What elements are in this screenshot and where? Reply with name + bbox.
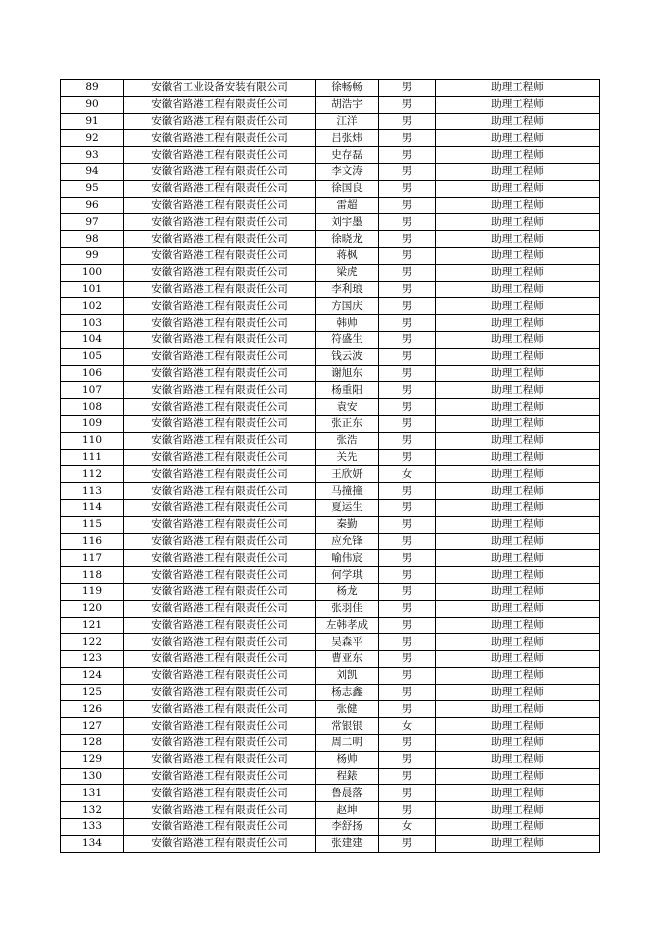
gender-cell: 男 xyxy=(379,382,436,399)
company-cell: 安徽省路港工程有限责任公司 xyxy=(124,567,316,584)
row-number-cell: 122 xyxy=(61,634,124,651)
job-title-cell: 助理工程师 xyxy=(436,449,600,466)
job-title-cell: 助理工程师 xyxy=(436,600,600,617)
person-name-cell: 徐国良 xyxy=(316,180,379,197)
person-name-cell: 喻伟宸 xyxy=(316,550,379,567)
gender-cell: 男 xyxy=(379,516,436,533)
job-title-cell: 助理工程师 xyxy=(436,231,600,248)
job-title-cell: 助理工程师 xyxy=(436,281,600,298)
table-row xyxy=(61,600,600,617)
person-name-cell: 徐畅畅 xyxy=(316,80,379,97)
row-number-cell: 116 xyxy=(61,533,124,550)
person-name-cell: 马撞撞 xyxy=(316,483,379,500)
company-cell: 安徽省路港工程有限责任公司 xyxy=(124,466,316,483)
table-row xyxy=(61,718,600,735)
gender-cell: 男 xyxy=(379,634,436,651)
gender-cell: 男 xyxy=(379,751,436,768)
person-name-cell: 杨帅 xyxy=(316,751,379,768)
table-row xyxy=(61,550,600,567)
job-title-cell: 助理工程师 xyxy=(436,550,600,567)
gender-cell: 男 xyxy=(379,331,436,348)
row-number-cell: 119 xyxy=(61,583,124,600)
row-number-cell: 129 xyxy=(61,751,124,768)
table-row xyxy=(61,298,600,315)
person-name-cell: 钱云波 xyxy=(316,348,379,365)
person-name-cell: 胡浩宇 xyxy=(316,96,379,113)
person-name-cell: 谢旭东 xyxy=(316,365,379,382)
table-row xyxy=(61,701,600,718)
job-title-cell: 助理工程师 xyxy=(436,785,600,802)
table-row xyxy=(61,432,600,449)
row-number-cell: 125 xyxy=(61,684,124,701)
job-title-cell: 助理工程师 xyxy=(436,264,600,281)
job-title-cell: 助理工程师 xyxy=(436,247,600,264)
company-cell: 安徽省路港工程有限责任公司 xyxy=(124,247,316,264)
person-name-cell: 符盛生 xyxy=(316,331,379,348)
job-title-cell: 助理工程师 xyxy=(436,147,600,164)
job-title-cell: 助理工程师 xyxy=(436,483,600,500)
company-cell: 安徽省路港工程有限责任公司 xyxy=(124,516,316,533)
company-cell: 安徽省路港工程有限责任公司 xyxy=(124,684,316,701)
job-title-cell: 助理工程师 xyxy=(436,651,600,668)
person-name-cell: 雷超 xyxy=(316,197,379,214)
person-name-cell: 袁安 xyxy=(316,399,379,416)
company-cell: 安徽省路港工程有限责任公司 xyxy=(124,382,316,399)
table-row xyxy=(61,281,600,298)
job-title-cell: 助理工程师 xyxy=(436,466,600,483)
person-name-cell: 何学琪 xyxy=(316,567,379,584)
table-row xyxy=(61,617,600,634)
row-number-cell: 98 xyxy=(61,231,124,248)
company-cell: 安徽省路港工程有限责任公司 xyxy=(124,214,316,231)
row-number-cell: 96 xyxy=(61,197,124,214)
row-number-cell: 90 xyxy=(61,96,124,113)
row-number-cell: 91 xyxy=(61,113,124,130)
job-title-cell: 助理工程师 xyxy=(436,516,600,533)
row-number-cell: 120 xyxy=(61,600,124,617)
person-name-cell: 应允锋 xyxy=(316,533,379,550)
company-cell: 安徽省路港工程有限责任公司 xyxy=(124,130,316,147)
job-title-cell: 助理工程师 xyxy=(436,819,600,836)
company-cell: 安徽省路港工程有限责任公司 xyxy=(124,432,316,449)
job-title-cell: 助理工程师 xyxy=(436,415,600,432)
person-name-cell: 张羽佳 xyxy=(316,600,379,617)
company-cell: 安徽省路港工程有限责任公司 xyxy=(124,483,316,500)
company-cell: 安徽省路港工程有限责任公司 xyxy=(124,583,316,600)
row-number-cell: 132 xyxy=(61,802,124,819)
table-row xyxy=(61,751,600,768)
gender-cell: 男 xyxy=(379,247,436,264)
person-name-cell: 杨龙 xyxy=(316,583,379,600)
person-name-cell: 赵坤 xyxy=(316,802,379,819)
table-row xyxy=(61,382,600,399)
table-row xyxy=(61,113,600,130)
person-name-cell: 王欣妍 xyxy=(316,466,379,483)
row-number-cell: 112 xyxy=(61,466,124,483)
gender-cell: 男 xyxy=(379,80,436,97)
gender-cell: 男 xyxy=(379,281,436,298)
person-name-cell: 曹亚东 xyxy=(316,651,379,668)
table-row xyxy=(61,214,600,231)
company-cell: 安徽省路港工程有限责任公司 xyxy=(124,835,316,852)
job-title-cell: 助理工程师 xyxy=(436,718,600,735)
table-row xyxy=(61,331,600,348)
person-name-cell: 吕张炜 xyxy=(316,130,379,147)
company-cell: 安徽省路港工程有限责任公司 xyxy=(124,735,316,752)
company-cell: 安徽省路港工程有限责任公司 xyxy=(124,802,316,819)
gender-cell: 男 xyxy=(379,550,436,567)
company-cell: 安徽省路港工程有限责任公司 xyxy=(124,718,316,735)
gender-cell: 男 xyxy=(379,348,436,365)
table-row xyxy=(61,96,600,113)
table-row xyxy=(61,80,600,97)
person-name-cell: 蒋枫 xyxy=(316,247,379,264)
row-number-cell: 115 xyxy=(61,516,124,533)
company-cell: 安徽省路港工程有限责任公司 xyxy=(124,533,316,550)
table-row xyxy=(61,634,600,651)
row-number-cell: 124 xyxy=(61,667,124,684)
row-number-cell: 106 xyxy=(61,365,124,382)
row-number-cell: 128 xyxy=(61,735,124,752)
table-row xyxy=(61,466,600,483)
gender-cell: 男 xyxy=(379,147,436,164)
job-title-cell: 助理工程师 xyxy=(436,701,600,718)
job-title-cell: 助理工程师 xyxy=(436,667,600,684)
company-cell: 安徽省路港工程有限责任公司 xyxy=(124,634,316,651)
person-name-cell: 程錶 xyxy=(316,768,379,785)
person-name-cell: 张浩 xyxy=(316,432,379,449)
company-cell: 安徽省路港工程有限责任公司 xyxy=(124,163,316,180)
gender-cell: 男 xyxy=(379,415,436,432)
person-name-cell: 张正东 xyxy=(316,415,379,432)
table-row xyxy=(61,583,600,600)
company-cell: 安徽省路港工程有限责任公司 xyxy=(124,600,316,617)
gender-cell: 男 xyxy=(379,785,436,802)
person-name-cell: 杨重阳 xyxy=(316,382,379,399)
table-row xyxy=(61,735,600,752)
person-name-cell: 徐晓龙 xyxy=(316,231,379,248)
person-name-cell: 史存磊 xyxy=(316,147,379,164)
person-name-cell: 江洋 xyxy=(316,113,379,130)
company-cell: 安徽省路港工程有限责任公司 xyxy=(124,281,316,298)
job-title-cell: 助理工程师 xyxy=(436,298,600,315)
row-number-cell: 94 xyxy=(61,163,124,180)
job-title-cell: 助理工程师 xyxy=(436,617,600,634)
company-cell: 安徽省路港工程有限责任公司 xyxy=(124,365,316,382)
table-row xyxy=(61,651,600,668)
job-title-cell: 助理工程师 xyxy=(436,751,600,768)
table-row xyxy=(61,533,600,550)
row-number-cell: 111 xyxy=(61,449,124,466)
company-cell: 安徽省路港工程有限责任公司 xyxy=(124,331,316,348)
company-cell: 安徽省路港工程有限责任公司 xyxy=(124,651,316,668)
table-row xyxy=(61,231,600,248)
job-title-cell: 助理工程师 xyxy=(436,567,600,584)
person-name-cell: 张健 xyxy=(316,701,379,718)
company-cell: 安徽省路港工程有限责任公司 xyxy=(124,315,316,332)
table-row xyxy=(61,819,600,836)
gender-cell: 男 xyxy=(379,684,436,701)
gender-cell: 男 xyxy=(379,567,436,584)
gender-cell: 男 xyxy=(379,113,436,130)
row-number-cell: 102 xyxy=(61,298,124,315)
person-name-cell: 韩帅 xyxy=(316,315,379,332)
job-title-cell: 助理工程师 xyxy=(436,130,600,147)
table-row xyxy=(61,415,600,432)
row-number-cell: 101 xyxy=(61,281,124,298)
table-row xyxy=(61,399,600,416)
gender-cell: 男 xyxy=(379,735,436,752)
gender-cell: 男 xyxy=(379,180,436,197)
gender-cell: 男 xyxy=(379,163,436,180)
table-row xyxy=(61,315,600,332)
row-number-cell: 99 xyxy=(61,247,124,264)
row-number-cell: 95 xyxy=(61,180,124,197)
row-number-cell: 127 xyxy=(61,718,124,735)
company-cell: 安徽省路港工程有限责任公司 xyxy=(124,768,316,785)
row-number-cell: 133 xyxy=(61,819,124,836)
gender-cell: 男 xyxy=(379,214,436,231)
job-title-cell: 助理工程师 xyxy=(436,96,600,113)
job-title-cell: 助理工程师 xyxy=(436,382,600,399)
table-row xyxy=(61,180,600,197)
company-cell: 安徽省工业设备安装有限公司 xyxy=(124,80,316,97)
company-cell: 安徽省路港工程有限责任公司 xyxy=(124,415,316,432)
row-number-cell: 105 xyxy=(61,348,124,365)
roster-table xyxy=(60,79,600,853)
row-number-cell: 121 xyxy=(61,617,124,634)
person-name-cell: 吴森平 xyxy=(316,634,379,651)
job-title-cell: 助理工程师 xyxy=(436,315,600,332)
gender-cell: 女 xyxy=(379,718,436,735)
gender-cell: 男 xyxy=(379,298,436,315)
table-row xyxy=(61,147,600,164)
gender-cell: 男 xyxy=(379,533,436,550)
row-number-cell: 113 xyxy=(61,483,124,500)
table-row xyxy=(61,264,600,281)
table-row xyxy=(61,163,600,180)
row-number-cell: 97 xyxy=(61,214,124,231)
row-number-cell: 100 xyxy=(61,264,124,281)
row-number-cell: 134 xyxy=(61,835,124,852)
table-row xyxy=(61,247,600,264)
job-title-cell: 助理工程师 xyxy=(436,583,600,600)
row-number-cell: 109 xyxy=(61,415,124,432)
gender-cell: 男 xyxy=(379,365,436,382)
person-name-cell: 李文涛 xyxy=(316,163,379,180)
row-number-cell: 108 xyxy=(61,399,124,416)
person-name-cell: 梁虎 xyxy=(316,264,379,281)
person-name-cell: 李舒扬 xyxy=(316,819,379,836)
company-cell: 安徽省路港工程有限责任公司 xyxy=(124,96,316,113)
company-cell: 安徽省路港工程有限责任公司 xyxy=(124,751,316,768)
row-number-cell: 104 xyxy=(61,331,124,348)
job-title-cell: 助理工程师 xyxy=(436,180,600,197)
table-row xyxy=(61,835,600,852)
gender-cell: 男 xyxy=(379,583,436,600)
job-title-cell: 助理工程师 xyxy=(436,80,600,97)
job-title-cell: 助理工程师 xyxy=(436,533,600,550)
row-number-cell: 118 xyxy=(61,567,124,584)
table-row xyxy=(61,768,600,785)
gender-cell: 男 xyxy=(379,651,436,668)
gender-cell: 男 xyxy=(379,264,436,281)
gender-cell: 男 xyxy=(379,231,436,248)
row-number-cell: 123 xyxy=(61,651,124,668)
gender-cell: 男 xyxy=(379,96,436,113)
company-cell: 安徽省路港工程有限责任公司 xyxy=(124,499,316,516)
row-number-cell: 107 xyxy=(61,382,124,399)
table-row xyxy=(61,785,600,802)
roster-table-body xyxy=(61,80,600,853)
row-number-cell: 103 xyxy=(61,315,124,332)
gender-cell: 男 xyxy=(379,667,436,684)
row-number-cell: 110 xyxy=(61,432,124,449)
job-title-cell: 助理工程师 xyxy=(436,348,600,365)
company-cell: 安徽省路港工程有限责任公司 xyxy=(124,197,316,214)
company-cell: 安徽省路港工程有限责任公司 xyxy=(124,298,316,315)
table-row xyxy=(61,667,600,684)
job-title-cell: 助理工程师 xyxy=(436,735,600,752)
person-name-cell: 李利琅 xyxy=(316,281,379,298)
person-name-cell: 关先 xyxy=(316,449,379,466)
company-cell: 安徽省路港工程有限责任公司 xyxy=(124,617,316,634)
gender-cell: 女 xyxy=(379,466,436,483)
person-name-cell: 鲁晨落 xyxy=(316,785,379,802)
gender-cell: 男 xyxy=(379,600,436,617)
company-cell: 安徽省路港工程有限责任公司 xyxy=(124,449,316,466)
row-number-cell: 126 xyxy=(61,701,124,718)
gender-cell: 男 xyxy=(379,315,436,332)
table-row xyxy=(61,449,600,466)
row-number-cell: 92 xyxy=(61,130,124,147)
company-cell: 安徽省路港工程有限责任公司 xyxy=(124,701,316,718)
table-row xyxy=(61,567,600,584)
company-cell: 安徽省路港工程有限责任公司 xyxy=(124,667,316,684)
gender-cell: 男 xyxy=(379,399,436,416)
company-cell: 安徽省路港工程有限责任公司 xyxy=(124,399,316,416)
gender-cell: 男 xyxy=(379,499,436,516)
table-row xyxy=(61,197,600,214)
job-title-cell: 助理工程师 xyxy=(436,163,600,180)
row-number-cell: 131 xyxy=(61,785,124,802)
person-name-cell: 左韩孝成 xyxy=(316,617,379,634)
company-cell: 安徽省路港工程有限责任公司 xyxy=(124,819,316,836)
person-name-cell: 刘宇墨 xyxy=(316,214,379,231)
table-row xyxy=(61,483,600,500)
job-title-cell: 助理工程师 xyxy=(436,499,600,516)
job-title-cell: 助理工程师 xyxy=(436,768,600,785)
row-number-cell: 114 xyxy=(61,499,124,516)
person-name-cell: 张建建 xyxy=(316,835,379,852)
job-title-cell: 助理工程师 xyxy=(436,197,600,214)
table-row xyxy=(61,499,600,516)
company-cell: 安徽省路港工程有限责任公司 xyxy=(124,231,316,248)
company-cell: 安徽省路港工程有限责任公司 xyxy=(124,113,316,130)
gender-cell: 男 xyxy=(379,130,436,147)
table-row xyxy=(61,516,600,533)
gender-cell: 男 xyxy=(379,835,436,852)
row-number-cell: 93 xyxy=(61,147,124,164)
job-title-cell: 助理工程师 xyxy=(436,634,600,651)
person-name-cell: 常银银 xyxy=(316,718,379,735)
job-title-cell: 助理工程师 xyxy=(436,432,600,449)
job-title-cell: 助理工程师 xyxy=(436,214,600,231)
company-cell: 安徽省路港工程有限责任公司 xyxy=(124,264,316,281)
job-title-cell: 助理工程师 xyxy=(436,331,600,348)
job-title-cell: 助理工程师 xyxy=(436,399,600,416)
table-row xyxy=(61,348,600,365)
person-name-cell: 刘凯 xyxy=(316,667,379,684)
gender-cell: 男 xyxy=(379,768,436,785)
gender-cell: 男 xyxy=(379,197,436,214)
company-cell: 安徽省路港工程有限责任公司 xyxy=(124,147,316,164)
job-title-cell: 助理工程师 xyxy=(436,802,600,819)
gender-cell: 男 xyxy=(379,802,436,819)
gender-cell: 男 xyxy=(379,701,436,718)
table-row xyxy=(61,802,600,819)
job-title-cell: 助理工程师 xyxy=(436,365,600,382)
table-row xyxy=(61,684,600,701)
person-name-cell: 夏运生 xyxy=(316,499,379,516)
person-name-cell: 秦勤 xyxy=(316,516,379,533)
table-row xyxy=(61,365,600,382)
job-title-cell: 助理工程师 xyxy=(436,684,600,701)
person-name-cell: 杨志鑫 xyxy=(316,684,379,701)
row-number-cell: 89 xyxy=(61,80,124,97)
company-cell: 安徽省路港工程有限责任公司 xyxy=(124,348,316,365)
gender-cell: 男 xyxy=(379,449,436,466)
row-number-cell: 130 xyxy=(61,768,124,785)
company-cell: 安徽省路港工程有限责任公司 xyxy=(124,180,316,197)
gender-cell: 男 xyxy=(379,617,436,634)
job-title-cell: 助理工程师 xyxy=(436,113,600,130)
gender-cell: 女 xyxy=(379,819,436,836)
company-cell: 安徽省路港工程有限责任公司 xyxy=(124,550,316,567)
row-number-cell: 117 xyxy=(61,550,124,567)
gender-cell: 男 xyxy=(379,483,436,500)
gender-cell: 男 xyxy=(379,432,436,449)
table-row xyxy=(61,130,600,147)
job-title-cell: 助理工程师 xyxy=(436,835,600,852)
person-name-cell: 方国庆 xyxy=(316,298,379,315)
person-name-cell: 周二明 xyxy=(316,735,379,752)
company-cell: 安徽省路港工程有限责任公司 xyxy=(124,785,316,802)
